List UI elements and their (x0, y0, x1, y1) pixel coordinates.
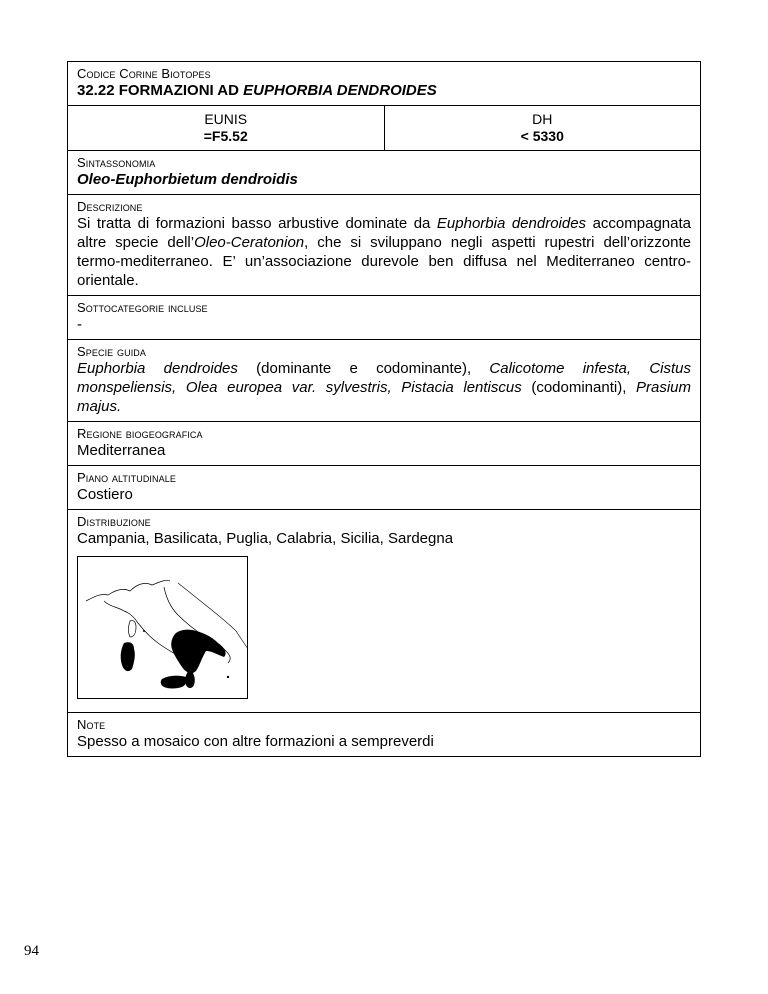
dh-cell (384, 106, 701, 150)
southern-italy-shading (171, 630, 225, 673)
distribution-map (77, 556, 248, 699)
note-label: Note (77, 717, 106, 732)
eunis-label: EUNIS (204, 111, 248, 127)
descrizione-section (68, 195, 700, 296)
piano-value: Costiero (77, 486, 133, 503)
regione-label: Regione biogeografica (77, 426, 203, 441)
distribuzione-label: Distribuzione (77, 514, 151, 529)
codice-label: Codice Corine Biotopes (77, 66, 211, 81)
sottocategorie-section (68, 296, 700, 340)
codice-value-italic: EUPHORBIA DENDROIDES (243, 82, 437, 99)
descrizione-part-4: Oleo-Ceratonion (194, 234, 305, 251)
island-dot (227, 676, 229, 678)
alps-outline (86, 580, 170, 601)
sardinia-shading (121, 642, 135, 671)
regione-section (68, 422, 700, 466)
descrizione-part-3: accompagnata altre specie dell’ (77, 215, 691, 251)
tyrrhenian-coast (104, 601, 180, 657)
specie-guida-part-5: Prasium majus. (77, 379, 691, 415)
descrizione-part-5: , che si sviluppano negli aspetti rupestri dell’orizzonte termo-mediterraneo. E’ un’associazione durevole ben diffusa nel Mediterraneo centro-orientale. (77, 234, 691, 289)
habitat-card (67, 61, 701, 757)
specie-guida-label: Specie guida (77, 344, 146, 359)
specie-guida-part-2: (dominante e codominante), (237, 360, 490, 377)
sottocategorie-value: - (77, 316, 82, 333)
specie-guida-part-3: Calicotome infesta, Cistus monspeliensis, Olea europea var. sylvestris, Pistacia lentiscus (77, 360, 692, 396)
page-number: 94 (24, 943, 39, 959)
descrizione-part-1: Si tratta di formazioni basso arbustive dominate da (77, 215, 437, 232)
eunis-value: =F5.52 (203, 128, 248, 144)
specie-guida-part-1: Euphorbia dendroides (77, 360, 238, 377)
sicily-shading (161, 676, 187, 689)
note-value: Spesso a mosaico con altre formazioni a sempreverdi (77, 733, 434, 750)
codice-section (68, 62, 700, 106)
distribuzione-value: Campania, Basilicata, Puglia, Calabria, Sicilia, Sardegna (77, 530, 454, 547)
island-dot (143, 630, 145, 632)
regione-value: Mediterranea (77, 442, 166, 459)
specie-guida-section (68, 340, 700, 422)
codice-value-plain: 32.22 FORMAZIONI AD (77, 82, 244, 99)
specie-guida-part-4: (codominanti), (521, 379, 636, 396)
codice-value (77, 81, 691, 100)
sintassonomia-label: Sintassonomia (77, 155, 156, 170)
sintassonomia-value: Oleo-Euphorbietum dendroidis (77, 171, 298, 188)
sintassonomia-section (68, 151, 700, 195)
piano-label: Piano altitudinale (77, 470, 176, 485)
eunis-dh-row (68, 106, 700, 151)
italy-map-graphic (78, 557, 248, 699)
piano-section (68, 466, 700, 510)
eunis-cell (68, 106, 384, 150)
specie-guida-text (77, 359, 691, 416)
descrizione-part-2: Euphorbia dendroides (436, 215, 587, 232)
descrizione-label: Descrizione (77, 199, 143, 214)
dh-label: DH (532, 111, 553, 127)
note-section (68, 713, 700, 756)
corsica-outline (129, 620, 137, 637)
descrizione-text (77, 214, 691, 290)
distribuzione-section (68, 510, 700, 713)
dh-value: < 5330 (520, 128, 564, 144)
sottocategorie-label: Sottocategorie incluse (77, 300, 208, 315)
